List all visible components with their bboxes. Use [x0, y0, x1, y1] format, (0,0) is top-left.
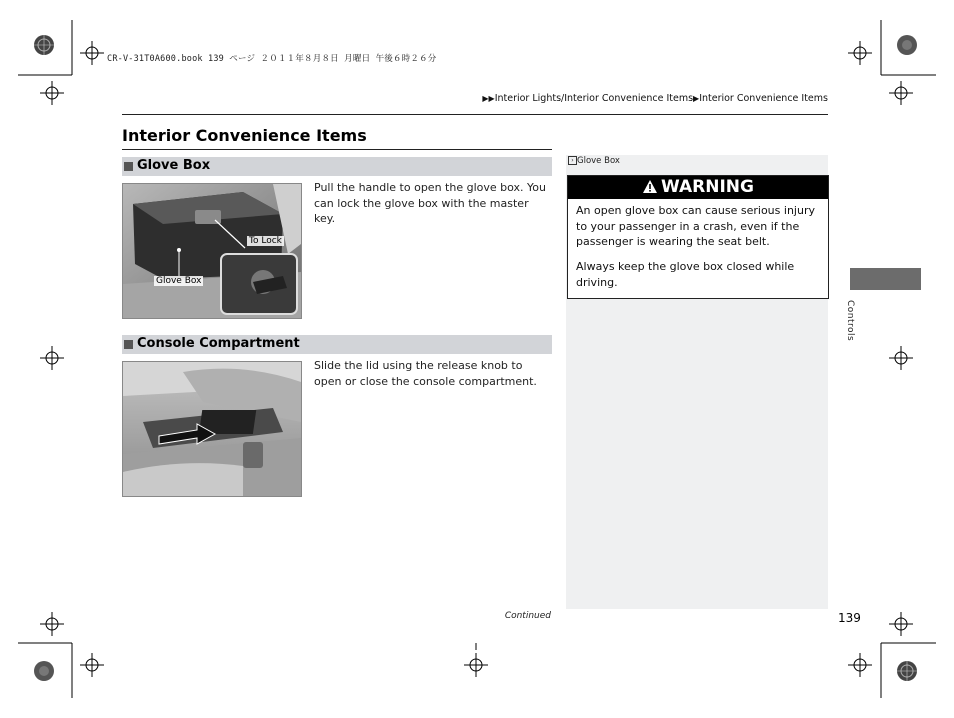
print-header: CR-V-31T0A600.book 139 ページ ２０１１年８月８日 月曜日 午後６時２６分 — [107, 54, 437, 64]
warning-title: WARNING — [661, 177, 754, 197]
continued-label: Continued — [504, 611, 551, 621]
page-number: 139 — [838, 611, 861, 625]
section-heading-console-compartment — [122, 335, 552, 354]
header-rule — [122, 114, 828, 115]
title-rule — [122, 149, 552, 150]
square-bullet-icon — [124, 340, 133, 349]
reference-arrow-icon: › — [568, 156, 577, 165]
callout-glove-box: Glove Box — [156, 276, 202, 286]
side-reference — [568, 156, 620, 166]
page-title: Interior Convenience Items — [122, 126, 367, 145]
breadcrumb-arrow-icon: ▶▶ — [482, 94, 495, 103]
callout-to-lock: To Lock — [249, 236, 282, 246]
breadcrumb — [480, 93, 828, 104]
warning-paragraph: An open glove box can cause serious injury to your passenger in a crash, even if the passenger is wearing the seat belt. — [576, 204, 815, 248]
breadcrumb-arrow-icon: ▶ — [693, 94, 700, 103]
square-bullet-icon — [124, 162, 133, 171]
breadcrumb-item[interactable]: Interior Lights/Interior Convenience Items — [494, 93, 694, 104]
warning-header — [568, 176, 828, 199]
warning-paragraph: Always keep the glove box closed while driving. — [576, 260, 795, 289]
console-compartment-text: Slide the lid using the release knob to open or close the console compartment. — [314, 359, 537, 388]
glove-box-text: Pull the handle to open the glove box. You can lock the glove box with the master key. — [314, 181, 546, 225]
section-heading-label: Console Compartment — [137, 336, 300, 351]
breadcrumb-item[interactable]: Interior Convenience Items — [699, 93, 828, 104]
warning-box — [567, 175, 829, 299]
section-heading-label: Glove Box — [137, 158, 211, 173]
side-reference-label[interactable]: Glove Box — [577, 156, 620, 166]
warning-triangle-icon — [642, 178, 658, 201]
glove-box-photo — [122, 183, 302, 319]
section-heading-glove-box — [122, 157, 552, 176]
chapter-tab[interactable] — [850, 268, 921, 290]
chapter-tab-label: Controls — [845, 300, 855, 342]
console-compartment-photo — [122, 361, 302, 497]
